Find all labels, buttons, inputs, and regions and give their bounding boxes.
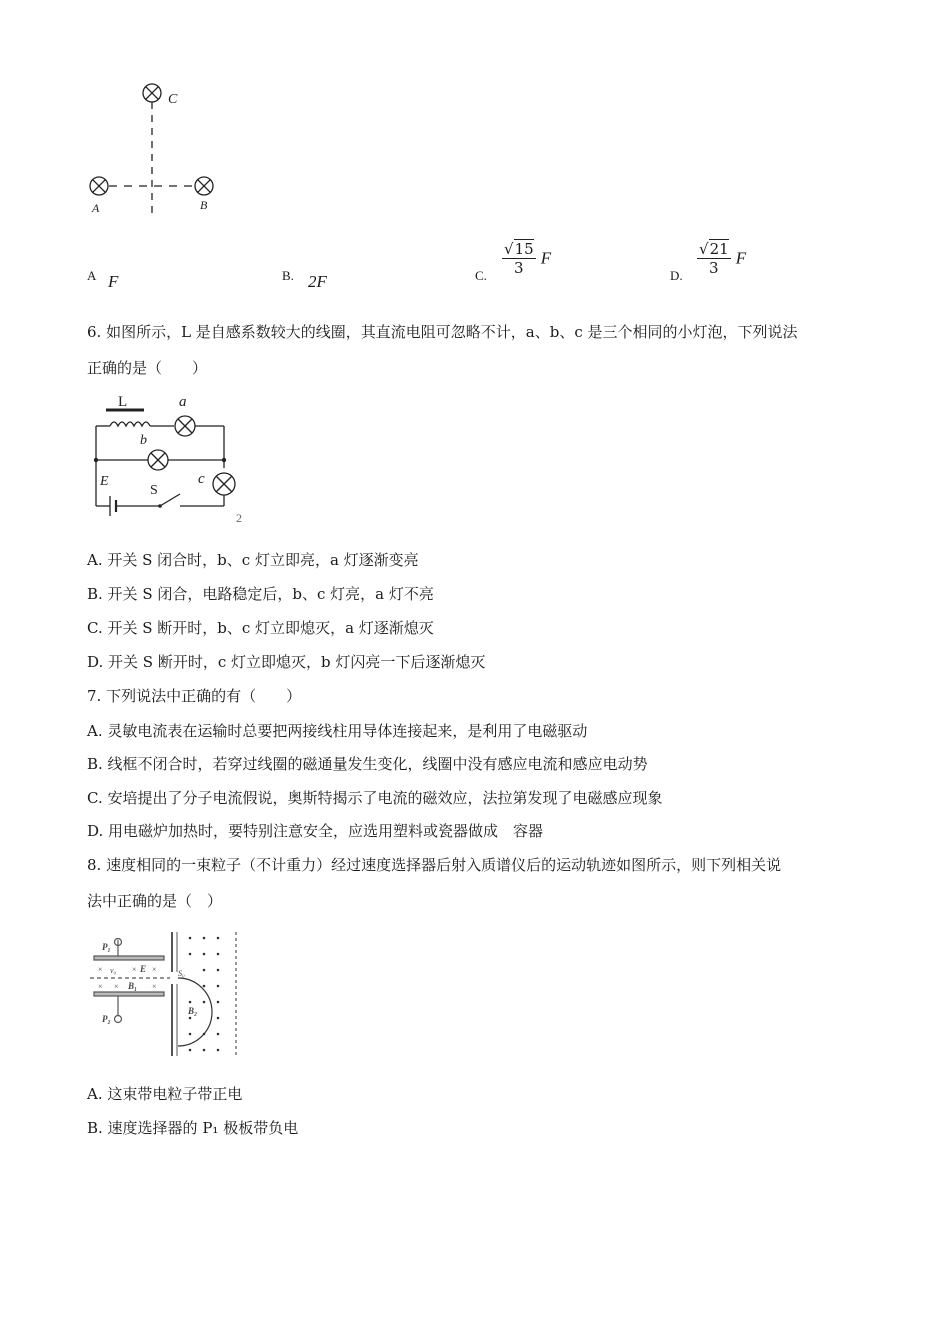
q5-label-b: B (200, 198, 208, 212)
q8-spectrometer-figure (88, 928, 248, 1063)
svg-text:×: × (98, 982, 103, 991)
q7-option-d: D. 用电磁炉加热时，要特别注意安全，应选用塑料或瓷器做成 容器 (87, 822, 544, 840)
q6-stem-line1: 6. 如图所示，L 是自感系数较大的线圈，其直流电阻可忽略不计，a、b、c 是三个相同的小灯泡，下列说法 (87, 323, 798, 341)
q5-c-radicand: 15 (514, 240, 534, 258)
q8-label-B2: B₂ (188, 1006, 198, 1016)
q5-option-a-value: F (108, 272, 119, 291)
q7-option-a: A. 灵敏电流表在运输时总要把两接线柱用导体连接起来，是利用了电磁驱动 (87, 722, 588, 740)
q6-option-d: D. 开关 S 断开时，c 灯立即熄灭，b 灯闪亮一下后逐渐熄灭 (87, 653, 486, 671)
q5-option-b-value: 2F (308, 272, 327, 291)
q8-label-B1: B₁ (128, 981, 138, 991)
q5-figure (82, 78, 232, 223)
q6-label-S: S (150, 483, 158, 498)
q7-stem: 7. 下列说法中正确的有（ ） (87, 687, 302, 705)
q5-option-c-fraction: $\frac{√15}{3}$ F (504, 240, 552, 277)
q5-d-den: 3 (709, 259, 719, 277)
q5-c-den: 3 (514, 259, 524, 277)
q7-option-c: C. 安培提出了分子电流假说，奥斯特揭示了电流的磁效应，法拉第发现了电磁感应现象 (87, 789, 663, 807)
svg-text:×: × (152, 965, 157, 974)
svg-text:×: × (98, 965, 103, 974)
q8-label-P1: P₁ (102, 942, 111, 952)
q6-stem-line2: 正确的是（ ） (87, 359, 208, 377)
q8-stem-line2: 法中正确的是（ ） (87, 892, 223, 910)
q5-option-d: D. (670, 268, 683, 283)
q6-figure-mark: 2 (236, 511, 242, 525)
q5-c-unit: F (540, 248, 552, 268)
q6-label-E: E (100, 474, 109, 489)
q5-option-c: C. (475, 268, 487, 283)
q6-label-a: a (179, 394, 187, 410)
q5-label-a: A (92, 201, 100, 215)
q8-label-P2: P₂ (102, 1014, 111, 1024)
q8-option-a: A. 这束带电粒子带正电 (87, 1085, 243, 1103)
q8-stem-line1: 8. 速度相同的一束粒子（不计重力）经过速度选择器后射入质谱仪后的运动轨迹如图所示，则下列相关说 (87, 856, 782, 874)
q6-label-b: b (140, 433, 147, 448)
q7-option-b: B. 线框不闭合时，若穿过线圈的磁通量发生变化，线圈中没有感应电流和感应电动势 (87, 755, 648, 773)
q5-option-a: A (87, 268, 97, 283)
q5-label-c: C (168, 92, 178, 107)
svg-text:×: × (132, 965, 137, 974)
q5-d-radicand: 21 (709, 240, 729, 258)
q6-option-a: A. 开关 S 闭合时，b、c 灯立即亮，a 灯逐渐变亮 (87, 551, 419, 569)
q6-option-b: B. 开关 S 闭合，电路稳定后，b、c 灯亮，a 灯不亮 (87, 585, 434, 603)
svg-text:×: × (152, 982, 157, 991)
q8-label-S0: S₀ (178, 969, 185, 978)
q6-label-c: c (198, 471, 205, 487)
q5-option-b: B. (282, 268, 294, 283)
q5-d-unit: F (735, 248, 747, 268)
q8-option-b: B. 速度选择器的 P₁ 极板带负电 (87, 1119, 299, 1137)
q6-circuit-figure (88, 388, 248, 526)
q8-label-E: E (140, 964, 147, 974)
q6-label-L: L (118, 394, 128, 410)
q5-option-d-fraction: $\frac{√21}{3}$ F (699, 240, 747, 277)
q8-label-v0: v₀ (110, 966, 117, 975)
svg-text:×: × (114, 982, 119, 991)
q6-option-c: C. 开关 S 断开时，b、c 灯立即熄灭，a 灯逐渐熄灭 (87, 619, 434, 637)
